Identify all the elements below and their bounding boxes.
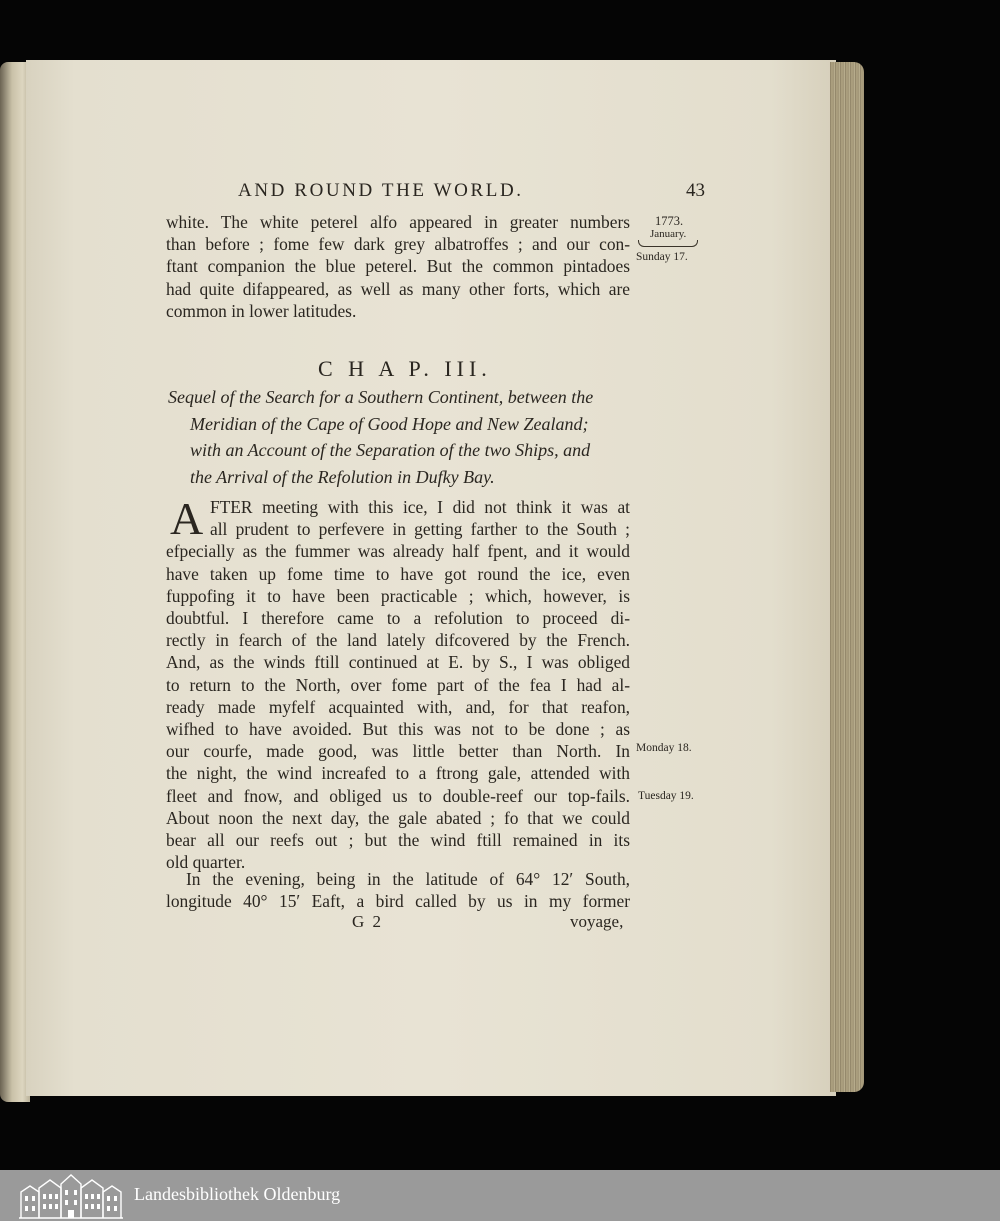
running-head: AND ROUND THE WORLD. (238, 180, 524, 201)
text-line: have taken up fome time to have got round the ice, even (166, 563, 630, 584)
signature-mark: G 2 (352, 912, 384, 931)
text-line: About noon the next day, the gale abated ; fo that we could (166, 807, 630, 828)
chapter-summary (168, 384, 638, 490)
text-line: fuppofing it to have been practicable ; which, however, is (166, 585, 630, 606)
footer-bar (0, 1170, 1000, 1221)
text-line: the night, the wind increafed to a ftrong gale, attended with (166, 763, 630, 784)
institution-name: Landesbibliothek Oldenburg (134, 1184, 341, 1204)
library-building-icon (18, 1172, 124, 1220)
margin-brace (638, 240, 698, 247)
text-line: than before ; fome few dark grey albatroffes ; and our con- (166, 234, 630, 255)
drop-cap: A (170, 493, 204, 544)
text-line: had quite difappeared, as well as many other forts, which are (166, 278, 630, 299)
text-line: white. The white peterel alfo appeared in greater numbers (166, 212, 630, 232)
text-line: common in lower latitudes. (166, 300, 357, 321)
text-line: bear all our reefs out ; but the wind ftill remained in its (166, 830, 630, 851)
summary-line: Sequel of the Search for a Southern Continent, between the (168, 387, 594, 407)
text-line: ftant companion the blue peterel. But the common pintadoes (166, 256, 630, 277)
text-line: fleet and fnow, and obliged us to double-reef our top-fails. (166, 785, 630, 806)
text-line: old quarter. (166, 852, 246, 873)
text-line: FTER meeting with this ice, I did not think it was at (210, 497, 630, 517)
page-number: 43 (686, 180, 705, 201)
paragraph-top (166, 211, 630, 322)
text-line: wifhed to have avoided. But this was not to be done ; as (166, 719, 630, 740)
text-line: ready made myfelf acquainted with, and, for that reafon, (166, 696, 630, 717)
paragraph-evening (166, 868, 630, 912)
margin-note-sunday: Sunday 17. (636, 251, 688, 263)
summary-line: with an Account of the Separation of the two Ships, and (190, 440, 591, 460)
text-line: to return to the North, over fome part of the fea I had al- (166, 674, 630, 695)
summary-line: Meridian of the Cape of Good Hope and New Zealand; (190, 413, 589, 434)
text-line: longitude 40° 15′ Eaft, a bird called by us in my former (166, 891, 630, 912)
text-line: all prudent to perfevere in getting farther to the South ; (210, 519, 630, 540)
margin-note-month: January. (650, 228, 687, 240)
text-line: efpecially as the fummer was already half fpent, and it would (166, 541, 630, 562)
text-line: our courfe, made good, was little better than North. In (166, 741, 630, 762)
chapter-heading: C H A P. III. (318, 356, 492, 381)
paragraph-main (166, 493, 630, 873)
text-line: In the evening, being in the latitude of 64° 12′ South, (186, 869, 630, 889)
margin-note-tuesday: Tuesday 19. (638, 790, 694, 802)
page-stack-edge (830, 62, 864, 1092)
text-line: doubtful. I therefore came to a refolution to proceed di- (166, 608, 630, 629)
catchword: voyage, (570, 912, 624, 931)
margin-note-year: 1773. (655, 214, 684, 228)
summary-line: the Arrival of the Refolution in Dufky Bay. (190, 466, 495, 487)
margin-note-monday: Monday 18. (636, 742, 692, 754)
text-line: And, as the winds ftill continued at E. by S., I was obliged (166, 652, 630, 673)
text-line: rectly in fearch of the land lately difcovered by the French. (166, 630, 630, 651)
